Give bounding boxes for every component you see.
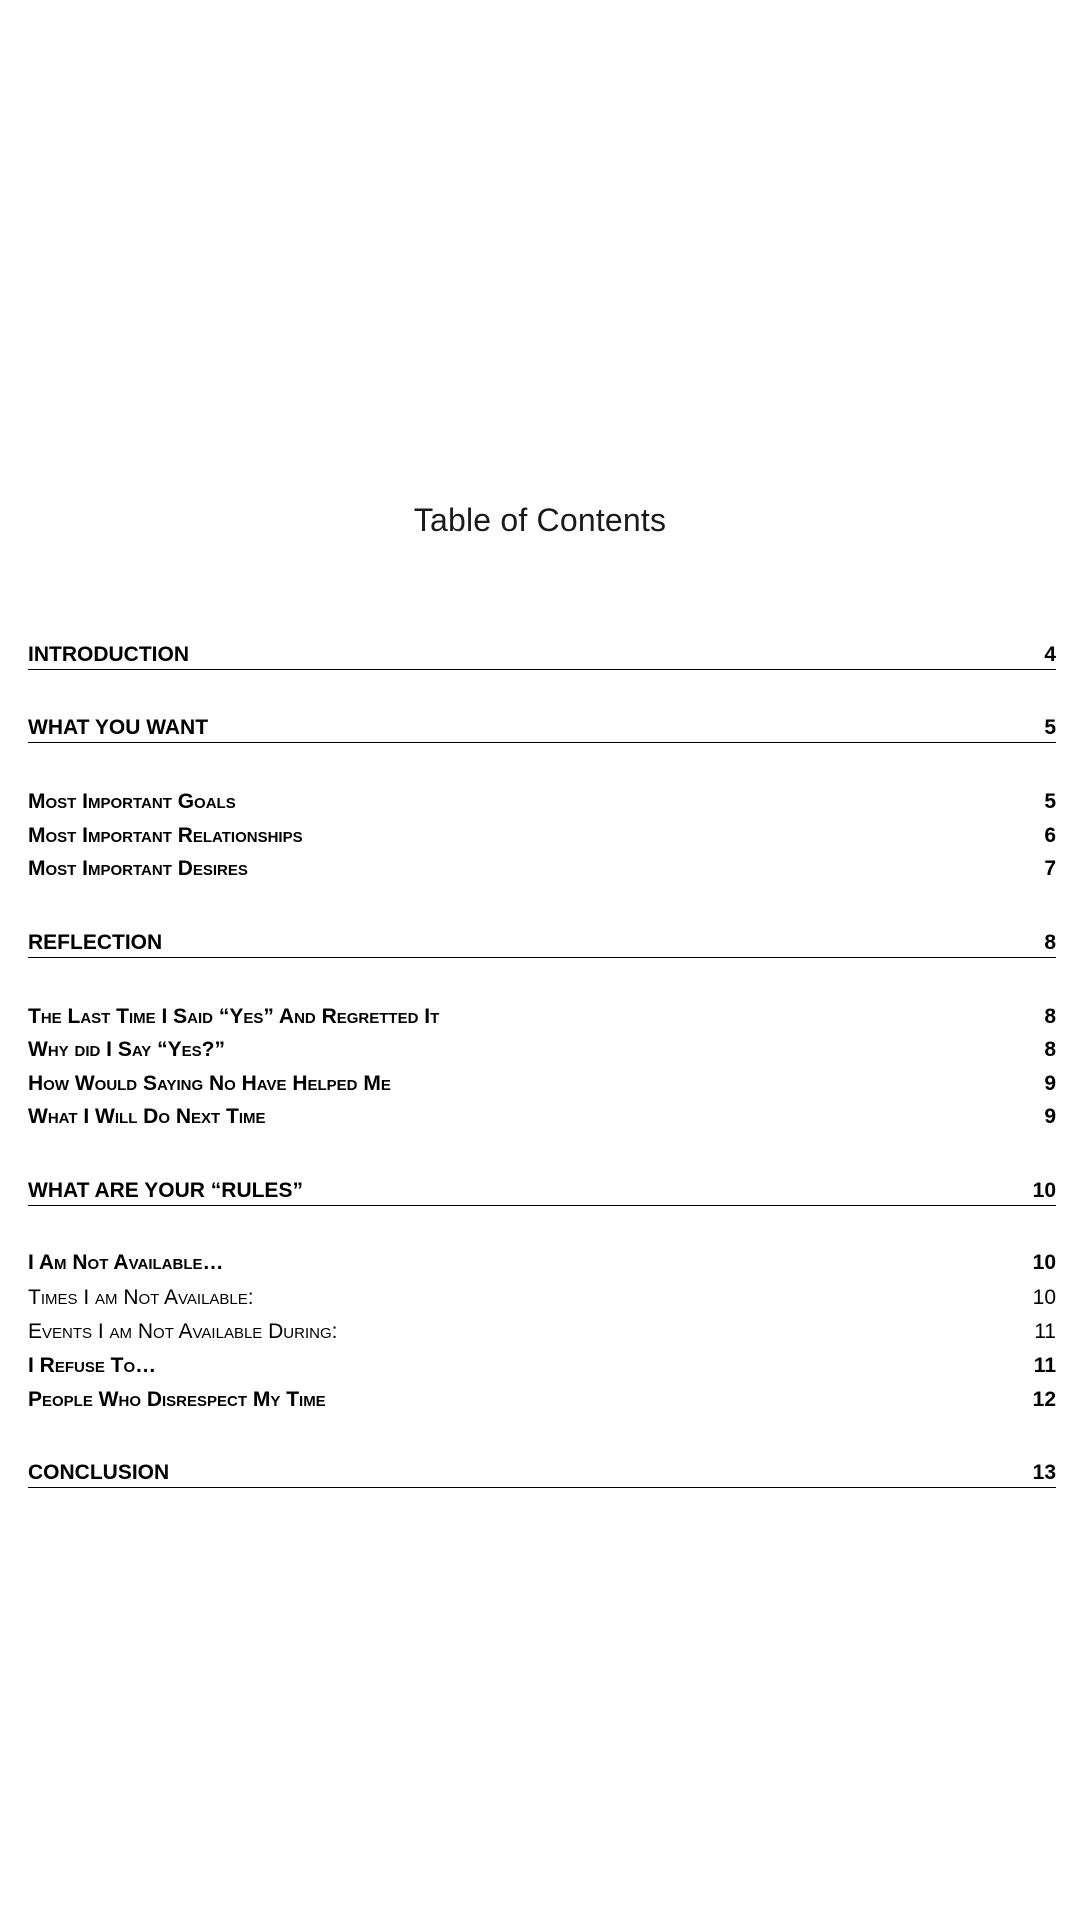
toc-entry-label: WHAT ARE YOUR “RULES”: [28, 1179, 303, 1202]
toc-entry-page: 13: [1032, 1461, 1056, 1484]
toc-entry-page: 12: [1032, 1388, 1056, 1411]
toc-entry-label: What I Will Do Next Time: [28, 1105, 266, 1128]
toc-entry-most-important-relationships[interactable]: [28, 823, 1056, 849]
toc-entry-page: 8: [1044, 1005, 1056, 1028]
toc-entry-why-did-i-say-yes[interactable]: [28, 1037, 1056, 1063]
toc-entry-reflection[interactable]: [28, 930, 1056, 958]
toc-entry-page: 5: [1044, 716, 1056, 739]
toc-entry-label: Most Important Relationships: [28, 824, 303, 847]
toc-entry-what-i-will-do-next-time[interactable]: [28, 1104, 1056, 1130]
toc-entry-i-refuse-to[interactable]: [28, 1353, 1056, 1379]
toc-entry-label: INTRODUCTION: [28, 643, 189, 666]
toc-entry-how-saying-no-helped[interactable]: [28, 1071, 1056, 1097]
toc-entry-most-important-goals[interactable]: [28, 789, 1056, 815]
toc-entry-conclusion[interactable]: [28, 1460, 1056, 1488]
toc-entry-label: Times I am Not Available:: [28, 1286, 254, 1309]
toc-entry-page: 9: [1044, 1072, 1056, 1095]
toc-entry-label: Why did I Say “Yes?”: [28, 1038, 225, 1061]
toc-entry-label: CONCLUSION: [28, 1461, 170, 1484]
toc-entry-introduction[interactable]: [28, 642, 1056, 670]
toc-title: Table of Contents: [413, 502, 667, 538]
toc-entry-label: WHAT YOU WANT: [28, 716, 209, 739]
toc-entry-page: 10: [1032, 1179, 1056, 1202]
toc-entry-page: 6: [1044, 824, 1056, 847]
toc-entry-label: REFLECTION: [28, 931, 163, 954]
toc-entry-page: 8: [1044, 1038, 1056, 1061]
toc-entry-label: The Last Time I Said “Yes” And Regretted It: [28, 1005, 440, 1028]
toc-entry-last-time-said-yes[interactable]: [28, 1004, 1056, 1030]
toc-entry-what-are-your-rules[interactable]: [28, 1178, 1056, 1206]
toc-entry-page: 5: [1044, 790, 1056, 813]
toc-entry-label: I Refuse To…: [28, 1354, 157, 1377]
toc-entry-page: 11: [1033, 1354, 1056, 1377]
toc-entry-label: People Who Disrespect My Time: [28, 1388, 326, 1411]
toc-entry-page: 9: [1044, 1105, 1056, 1128]
toc-entry-events-not-available[interactable]: [28, 1319, 1056, 1345]
toc-entry-page: 8: [1044, 931, 1056, 954]
toc-entry-page: 10: [1032, 1286, 1056, 1309]
toc-entry-what-you-want[interactable]: [28, 715, 1056, 743]
toc-entry-label: How Would Saying No Have Helped Me: [28, 1072, 391, 1095]
toc-entry-times-not-available[interactable]: [28, 1285, 1056, 1311]
toc-entry-page: 4: [1044, 643, 1056, 666]
toc-entry-label: Events I am Not Available During:: [28, 1320, 338, 1343]
toc-entry-label: Most Important Desires: [28, 857, 248, 880]
toc-entry-page: 10: [1032, 1251, 1056, 1274]
toc-entry-page: 7: [1044, 857, 1056, 880]
toc-entry-people-disrespect-time[interactable]: [28, 1387, 1056, 1413]
toc-entry-i-am-not-available[interactable]: [28, 1250, 1056, 1276]
toc-entry-label: I Am Not Available…: [28, 1251, 224, 1274]
toc-entry-label: Most Important Goals: [28, 790, 236, 813]
toc-entry-most-important-desires[interactable]: [28, 856, 1056, 882]
toc-entry-page: 11: [1034, 1320, 1056, 1343]
